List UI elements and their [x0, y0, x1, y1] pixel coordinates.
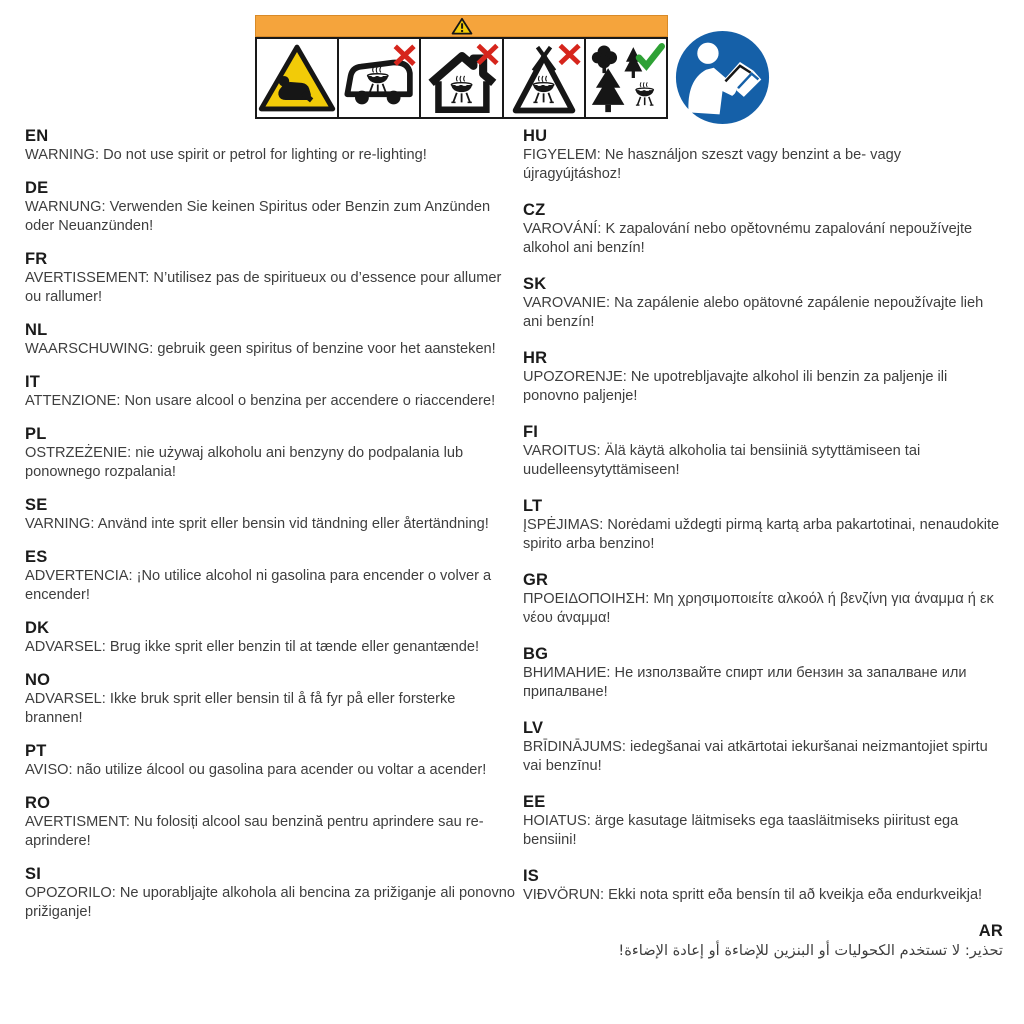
language-code: LT — [523, 497, 543, 515]
warning-text: AVISO: não utilize álcool ou gasolina para acender ou voltar a acender! — [25, 762, 487, 778]
warning-section-PT — [25, 742, 517, 780]
language-code: NO — [25, 671, 51, 689]
language-code: EE — [523, 793, 546, 811]
warning-section-IT — [25, 373, 517, 411]
language-code: DK — [25, 619, 50, 637]
warning-section-NO — [25, 671, 517, 728]
warning-text: ĮSPĖJIMAS: Norėdami uždegti pirmą kartą arba pakartotinai, nenaudokite spirito arba benzino! — [523, 517, 1000, 552]
warning-text: VIÐVÖRUN: Ekki nota spritt eða bensín til að kveikja eða endurkveikja! — [523, 887, 983, 903]
barbecue-outdoors-allowed-icon — [587, 40, 665, 116]
language-code: FI — [523, 423, 539, 441]
warning-text: VAROVANIE: Na zapálenie alebo opätovné zapálenie nepoužívajte lieh ani benzín! — [523, 295, 984, 330]
pictogram-cells — [255, 37, 668, 119]
trees-icon — [592, 46, 642, 113]
warning-section-FR — [25, 250, 517, 307]
language-code: PL — [25, 425, 47, 443]
pictogram-strip — [255, 15, 775, 125]
warning-text: AVERTISMENT: Nu folosiți alcool sau benzină pentru aprindere sau re-aprindere! — [25, 814, 484, 849]
warning-text: ADVARSEL: Ikke bruk sprit eller bensin til å få fyr på eller forsterke brannen! — [25, 691, 456, 726]
warning-text: ВНИМАНИЕ: Не използвайте спирт или бензин за запалване или припалване! — [523, 665, 967, 700]
language-code: IT — [25, 373, 41, 391]
language-code: AR — [978, 922, 1003, 940]
warning-section-IS — [523, 867, 1003, 905]
no-caravan-cell — [337, 37, 421, 119]
language-code: PT — [25, 742, 47, 760]
warning-section-RO — [25, 794, 517, 851]
warning-text: VAROITUS: Älä käytä alkoholia tai bensiiniä sytyttämiseen tai uudelleensytyttämiseen! — [523, 443, 921, 478]
warning-section-GR — [523, 571, 1003, 628]
warning-section-LV — [523, 719, 1003, 776]
read-manual-icon — [674, 29, 771, 126]
language-code: DE — [25, 179, 49, 197]
warning-section-EN — [25, 127, 517, 165]
warning-section-HU — [523, 127, 1003, 184]
language-code: SK — [523, 275, 547, 293]
language-code: NL — [25, 321, 48, 339]
warning-section-EE — [523, 793, 1003, 850]
warning-text: WARNUNG: Verwenden Sie keinen Spiritus oder Benzin zum Anzünden oder Neuanzünden! — [25, 199, 491, 234]
warning-triangle-icon — [450, 17, 474, 35]
warning-section-SK — [523, 275, 1003, 332]
language-code: SE — [25, 496, 48, 514]
no-barbecue-in-caravan-icon — [340, 40, 418, 116]
warning-section-DK — [25, 619, 517, 657]
language-code: RO — [25, 794, 51, 812]
warning-text: AVERTISSEMENT: N’utilisez pas de spiritueux ou d’essence pour allumer ou rallumer! — [25, 270, 502, 305]
red-x-icon — [560, 46, 579, 64]
warning-section-CZ — [523, 201, 1003, 258]
warning-section-AR — [523, 922, 1003, 960]
warning-section-SI — [25, 865, 517, 922]
warning-text: ΠΡΟΕΙΔΟΠΟΙΗΣΗ: Μη χρησιμοποιείτε αλκοόλ ή βενζίνη για άναμμα ή εκ νέου άναμμα! — [523, 591, 994, 626]
warning-section-BG — [523, 645, 1003, 702]
warning-pictogram-table — [255, 15, 668, 119]
green-check-icon — [639, 46, 662, 66]
language-code: LV — [523, 719, 544, 737]
orange-warning-banner — [255, 15, 668, 37]
no-tent-cell — [502, 37, 586, 119]
warning-text: تحذير: لا تستخدم الكحوليات أو البنزين للإضاءة أو إعادة الإضاءة! — [618, 942, 1003, 959]
warning-text: ADVERTENCIA: ¡No utilice alcohol ni gasolina para encender o volver a encender! — [25, 568, 492, 603]
warning-text: UPOZORENJE: Ne upotrebljavajte alkohol ili benzin za paljenje ili ponovno paljenje! — [523, 369, 948, 404]
warning-text: HOIATUS: ärge kasutage läitmiseks ega taasläitmiseks piiritust ega bensiini! — [523, 813, 959, 848]
warning-text: VAROVÁNÍ: K zapalování nebo opětovnému zapalování nepoužívejte alkohol ani benzín! — [523, 221, 973, 256]
language-code: CZ — [523, 201, 546, 219]
warning-text: BRĪDINĀJUMS: iedegšanai vai atkārtotai iekuršanai neizmantojiet spirtu vai benzīnu! — [523, 739, 988, 774]
language-code: SI — [25, 865, 41, 883]
language-code: IS — [523, 867, 539, 885]
language-code: ES — [25, 548, 48, 566]
warning-text: ATTENZIONE: Non usare alcool o benzina per accendere o riaccendere! — [25, 393, 496, 409]
warning-section-FI — [523, 423, 1003, 480]
language-code: HR — [523, 349, 548, 367]
warning-section-DE — [25, 179, 517, 236]
warning-section-HR — [523, 349, 1003, 406]
warning-text: WAARSCHUWING: gebruik geen spiritus of benzine voor het aansteken! — [25, 341, 496, 357]
warning-text: OSTRZEŻENIE: nie używaj alkoholu ani benzyny do podpalania lub ponownego rozpalania! — [25, 445, 464, 480]
language-code: GR — [523, 571, 549, 589]
warning-section-SE — [25, 496, 517, 534]
warning-text: ADVARSEL: Brug ikke sprit eller benzin til at tænde eller genantænde! — [25, 639, 479, 655]
warning-section-LT — [523, 497, 1003, 554]
warning-text: VARNING: Använd inte sprit eller bensin vid tändning eller återtändning! — [25, 516, 489, 532]
warnings-column-right — [523, 127, 1003, 977]
outdoors-ok-cell — [584, 37, 668, 119]
no-barbecue-indoors-icon — [423, 40, 501, 116]
no-indoors-cell — [419, 37, 503, 119]
warning-section-NL — [25, 321, 517, 359]
warning-text: OPOZORILO: Ne uporabljajte alkohola ali bencina za prižiganje ali ponovno prižiganje! — [25, 885, 515, 920]
co-suffocation-hazard-icon — [258, 40, 336, 116]
warning-section-ES — [25, 548, 517, 605]
warning-text: FIGYELEM: Ne használjon szeszt vagy benzint a be- vagy újragyújtáshoz! — [523, 147, 901, 182]
language-code: HU — [523, 127, 548, 145]
warnings-column-left — [25, 127, 517, 936]
no-barbecue-in-tent-icon — [505, 40, 583, 116]
language-code: FR — [25, 250, 48, 268]
language-code: BG — [523, 645, 549, 663]
warning-text: WARNING: Do not use spirit or petrol for lighting or re-lighting! — [25, 147, 427, 163]
language-code: EN — [25, 127, 49, 145]
warning-section-PL — [25, 425, 517, 482]
co-hazard-cell — [255, 37, 339, 119]
